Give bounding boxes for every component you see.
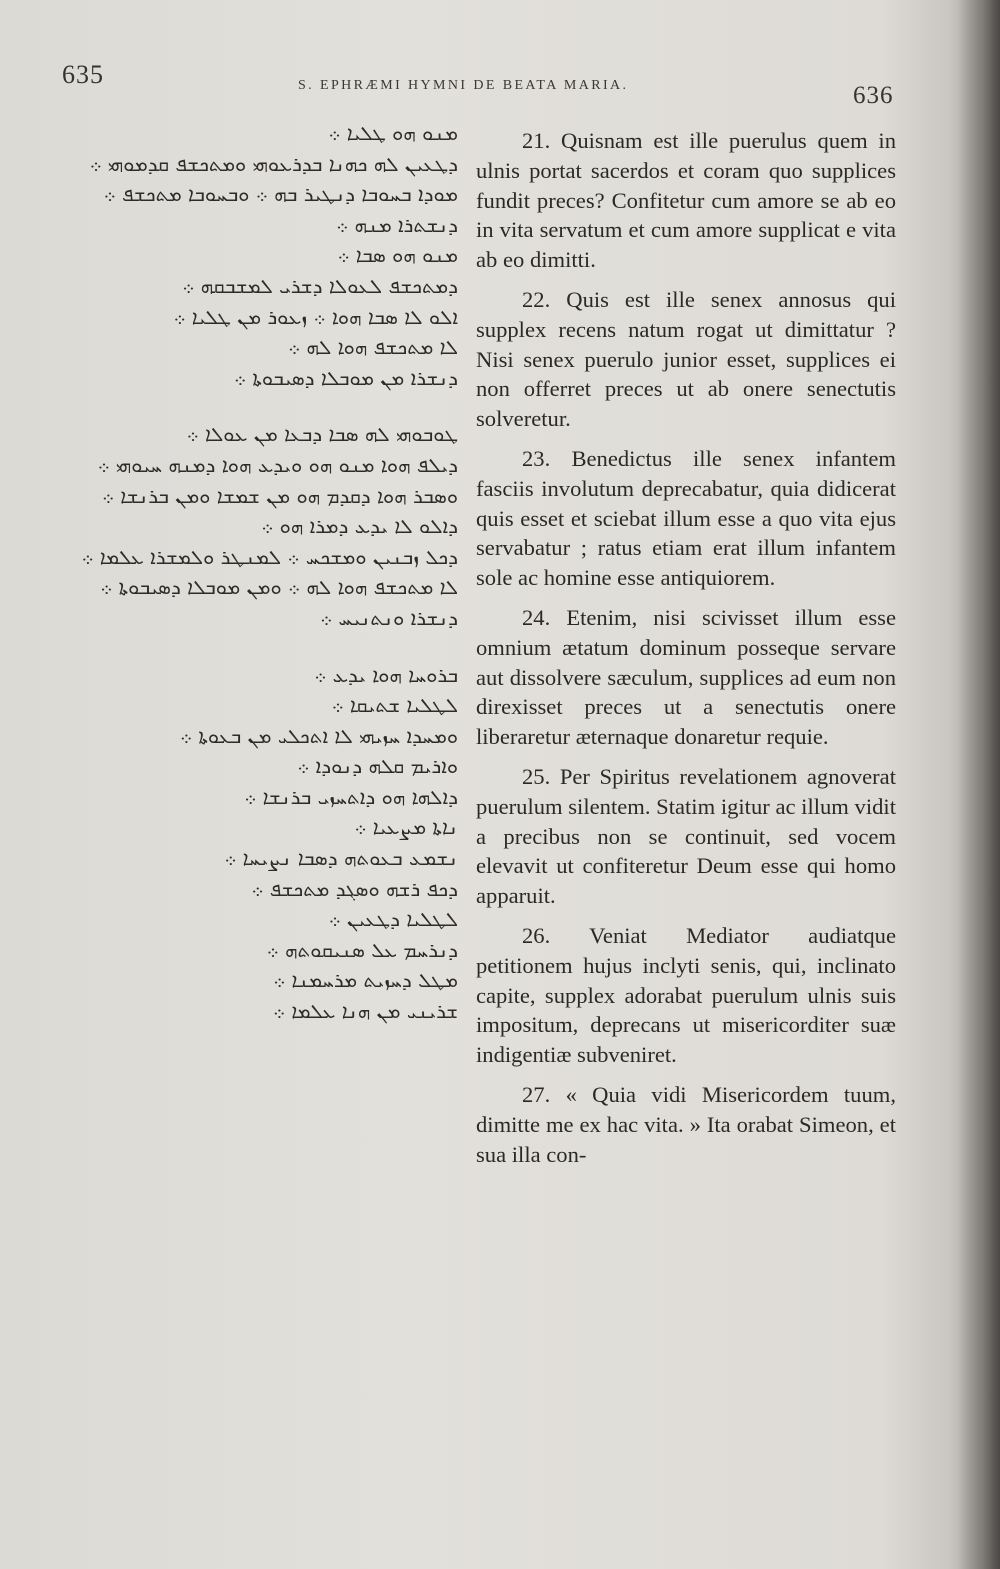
paragraph-24 bbox=[476, 603, 896, 752]
syriac-line: ܐܠܘ ܠܐ ܣܒܐ ܗܘܐ ܀ ܙܥܘܪ ܡܢ ܛܠܝܐ ܀ bbox=[173, 304, 458, 329]
paragraph-text: Etenim, nisi scivisset illum esse omnium ætatum dominum posseque servare aut dissolvere sæculum, supplices ad eum non direxisset preces ut a senectutis onere liberaretur æternaque donaretur requie. bbox=[476, 604, 896, 750]
latin-text-column bbox=[476, 126, 896, 1179]
syriac-line: ܕܟܠ ܙܒܢܝܢ ܘܡܫܟܚ ܀ ܠܡܢܛܪ ܘܠܡܫܪܐ ܥܠܡܐ ܀ bbox=[81, 544, 458, 569]
syriac-line: ܠܛܠܝܐ ܕܛܥܝܢ ܀ bbox=[328, 907, 458, 932]
paragraph-text: Quisnam est ille puerulus quem in ulnis portat sacerdos et coram quo supplices fundit preces? Confitetur cum amore se ab eo in vita servatum et cum amore supplicat e vita ab eo dimitti. bbox=[476, 128, 896, 273]
page-number-right: 636 bbox=[853, 82, 894, 109]
syriac-line: ܕܢܫܪܐ ܘܢܬܢܝܚ ܀ bbox=[320, 605, 458, 630]
syriac-line: ܘܐܪܝܡ ܩܠܗ ܕܢܘܕܐ ܀ bbox=[297, 754, 458, 779]
paragraph-26 bbox=[476, 921, 896, 1070]
paragraph-number: 25. bbox=[522, 763, 551, 789]
syriac-line: ܕܡܬܟܫܦ ܠܥܘܠܐ ܕܫܪܝ ܠܡܫܒܩܗ ܀ bbox=[182, 273, 458, 298]
paragraph-text: « Quia vidi Misericordem tuum, dimitte me ex hac vita. » Ita orabat Simeon, et sua illa con- bbox=[476, 1081, 896, 1167]
syriac-line: ܕܢܫܪܐ ܡܢ ܡܘܒܠܐ ܕܣܝܒܘܬܐ ܀ bbox=[233, 365, 458, 390]
syriac-line: ܘܡܚܕܐ ܚܙܝܗܝ ܠܐ ܐܬܟܠܝ ܡܢ ܒܥܘܬܐ ܀ bbox=[179, 723, 458, 748]
paragraph-number: 21. bbox=[522, 128, 551, 153]
syriac-line: ܕܝܠܦ ܗܘܐ ܡܢܘ ܗܘ ܘܝܕܥ ܗܘܐ ܕܡܢܗ ܚܝܘܗܝ ܀ bbox=[97, 452, 458, 477]
paragraph-27 bbox=[476, 1080, 896, 1169]
syriac-line: ܕܟܦ ܪܫܗ ܘܣܓܕ ܡܬܟܫܦ ܀ bbox=[251, 876, 458, 901]
paragraph-21 bbox=[476, 126, 896, 275]
paragraph-23 bbox=[476, 444, 896, 593]
syriac-line: ܡܘܕܐ ܒܚܘܒܐ ܕܢܛܝܪ ܒܗ ܀ ܘܒܚܘܒܐ ܡܬܟܫܦ ܀ bbox=[103, 182, 458, 207]
page-number-left: 635 bbox=[62, 60, 104, 89]
syriac-line: ܕܢܪܚܡ ܥܠ ܣܢܝܩܘܬܗ ܀ bbox=[266, 937, 458, 962]
syriac-line: ܒܪܘܚܐ ܗܘܐ ܝܕܥ ܀ bbox=[314, 662, 458, 687]
paragraph-text: Veniat Mediator audiatque petitionem hujus inclyti senis, qui, inclinato capite, supplex adorabat puerulum ulnis suis impositum, deprecans ut misericorditer suæ indigentiæ subveniret. bbox=[476, 922, 896, 1068]
syriac-line: ܠܛܠܝܐ ܫܬܝܩܐ ܀ bbox=[331, 693, 458, 718]
paragraph-22 bbox=[476, 285, 896, 434]
syriac-line: ܕܛܥܝܢ ܠܗ ܟܗܢܐ ܒܕܪܥܘܗܝ ܘܡܬܟܫܦ ܩܕܡܘܗܝ ܀ bbox=[89, 151, 458, 176]
syriac-line: ܛܘܒܘܗܝ ܠܗ ܣܒܐ ܕܒܥܐ ܡܢ ܥܘܠܐ ܀ bbox=[186, 422, 458, 447]
syriac-line: ܠܐ ܡܬܟܫܦ ܗܘܐ ܠܗ ܀ ܘܡܢ ܡܘܒܠܐ ܕܣܝܒܘܬܐ ܀ bbox=[100, 575, 458, 600]
syriac-line: ܡܢܘ ܗܘ ܛܠܝܐ ܀ bbox=[328, 121, 458, 145]
syriac-line: ܕܐܠܗܐ ܗܘ ܕܐܬܚܙܝ ܒܪܢܫܐ ܀ bbox=[244, 784, 458, 809]
syriac-text-column bbox=[58, 118, 458, 1027]
syriac-line: ܠܐ ܡܬܟܫܦ ܗܘܐ ܠܗ ܀ bbox=[288, 335, 458, 360]
paragraph-text: Quis est ille senex annosus qui supplex recens natum rogat ut dimittatur ? Nisi senex puerulo junior esset, supplices ei non offerret preces ut ab onere senectutis solveretur. bbox=[476, 286, 896, 432]
paragraph-25 bbox=[476, 762, 896, 911]
paragraph-number: 22. bbox=[522, 286, 551, 312]
page-gutter-shadow bbox=[958, 0, 1000, 1569]
syriac-line: ܢܐܬܐ ܡܨܥܝܐ ܀ bbox=[354, 815, 458, 840]
paragraph-number: 24. bbox=[522, 604, 551, 630]
syriac-line: ܫܪܝܢܝ ܡܢ ܗܢܐ ܥܠܡܐ ܀ bbox=[273, 999, 458, 1024]
paragraph-number: 23. bbox=[522, 445, 551, 471]
syriac-line: ܢܫܡܥ ܒܥܘܬܗ ܕܣܒܐ ܢܨܝܚܐ ܀ bbox=[224, 846, 458, 871]
running-title: S. EPHRÆMI HYMNI DE BEATA MARIA. bbox=[298, 78, 629, 93]
paragraph-number: 27. bbox=[522, 1081, 551, 1107]
paragraph-text: Benedictus ille senex infantem fasciis involutum deprecabatur, quia didicerat quis esset et sciebat illum esse a quo vita ejus servabatur ; ratus etiam erat illum infantem sole ac homine esse antiquiorem. bbox=[476, 445, 896, 591]
syriac-line: ܕܐܠܘ ܠܐ ܝܕܥ ܕܡܪܐ ܗܘ ܀ bbox=[261, 514, 458, 539]
paragraph-text: Per Spiritus revelationem agnoverat puerulum silentem. Statim igitur ac illum vidit a precibus non se continuit, sed vocem elevavit ut confiteretur Deum esse qui homo apparuit. bbox=[476, 763, 896, 909]
syriac-line: ܡܢܘ ܗܘ ܣܒܐ ܀ bbox=[337, 243, 458, 268]
syriac-line: ܡܛܠ ܕܚܙܝܬ ܡܪܚܡܢܐ ܀ bbox=[273, 968, 458, 993]
syriac-line: ܕܢܫܬܪܐ ܡܢܗ ܀ bbox=[336, 212, 458, 237]
paragraph-number: 26. bbox=[522, 922, 551, 948]
syriac-line: ܘܣܒܪ ܗܘܐ ܕܩܕܡ ܗܘ ܡܢ ܫܡܫܐ ܘܡܢ ܒܪܢܫܐ ܀ bbox=[101, 483, 458, 508]
